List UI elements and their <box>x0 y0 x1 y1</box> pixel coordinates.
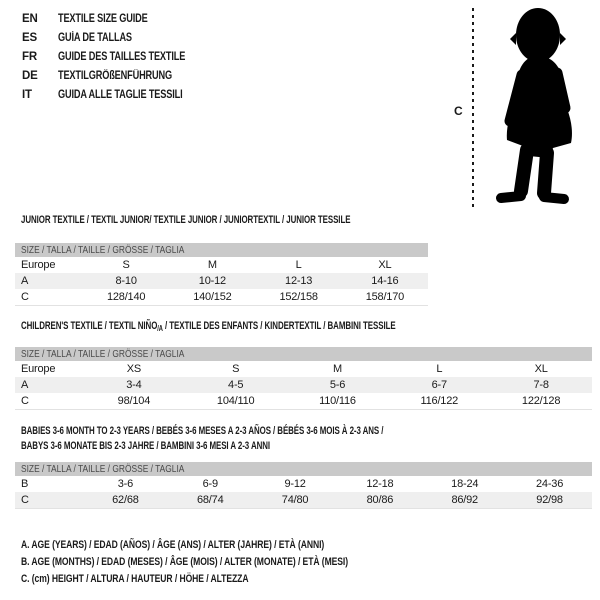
lang-title: GUIDA ALLE TAGLIE TESSILI <box>58 89 183 101</box>
table-cell: XS <box>126 363 142 375</box>
table-row <box>15 377 592 393</box>
baby-silhouette-image <box>478 5 600 207</box>
row-label: C <box>21 494 29 506</box>
table-cell: 8-10 <box>115 275 137 287</box>
row-label: B <box>21 478 29 490</box>
height-measure-label: C <box>454 104 463 118</box>
table-cell: 5-6 <box>329 379 346 391</box>
table-cell: 86/92 <box>451 494 478 506</box>
table-cell: S <box>122 259 130 271</box>
row-label: A <box>21 275 29 287</box>
table-row <box>15 257 428 273</box>
lang-code: ES <box>22 32 37 44</box>
children-title-sub: /A <box>157 324 163 333</box>
size-header-label: SIZE / TALLA / TAILLE / GRÖSSE / TAGLIA <box>21 244 185 256</box>
table-cell: XL <box>534 363 548 375</box>
table-cell: S <box>232 363 240 375</box>
table-cell: 18-24 <box>451 478 479 490</box>
table-cell: 3-4 <box>126 379 142 391</box>
table-cell: 24-36 <box>536 478 564 490</box>
height-measure-dashed-line <box>472 8 474 208</box>
row-label: C <box>21 395 29 407</box>
lang-title: GUÍA DE TALLAS <box>58 32 132 44</box>
table-cell: 6-7 <box>431 379 447 391</box>
children-section-title <box>21 319 541 336</box>
row-label: Europe <box>21 363 56 375</box>
table-cell: 74/80 <box>281 494 309 506</box>
row-label: A <box>21 379 29 391</box>
size-header-bar <box>15 347 592 361</box>
lang-row-es <box>22 29 217 48</box>
table-cell: 3-6 <box>117 478 134 490</box>
babies-table-body <box>15 476 592 508</box>
footnote-b-text: B. AGE (MONTHS) / EDAD (MESES) / ÂGE (MOIS) / ALTER (MONATE) / ETÀ (MESI) <box>21 556 349 568</box>
table-row <box>15 361 592 377</box>
table-cell: 68/74 <box>196 494 224 506</box>
babies-size-table <box>15 462 592 509</box>
lang-row-de <box>22 67 217 86</box>
table-cell: 92/98 <box>536 494 563 506</box>
junior-section-title-text: JUNIOR TEXTILE / TEXTIL JUNIOR/ TEXTILE JUNIOR / JUNIORTEXTIL / JUNIOR TESSILE <box>21 214 351 226</box>
babies-title-line2: BABYS 3-6 MONATE BIS 2-3 JAHRE / BAMBINI 3-6 MESI A 2-3 ANNI <box>21 440 271 452</box>
junior-section-title <box>21 213 479 228</box>
lang-title: TEXTILE SIZE GUIDE <box>58 13 148 25</box>
size-header-bar <box>15 462 592 476</box>
table-row <box>15 492 592 508</box>
language-legend <box>22 10 217 105</box>
lang-row-en <box>22 10 217 29</box>
babies-section-title <box>21 424 524 454</box>
table-cell: L <box>436 363 443 375</box>
children-title-pre: CHILDREN'S TEXTILE / TEXTIL NIÑO <box>21 320 158 332</box>
table-row <box>15 476 592 492</box>
table-cell: L <box>295 259 302 271</box>
size-header-bar <box>15 243 428 257</box>
lang-code: DE <box>22 70 38 82</box>
table-cell: 12-13 <box>285 275 313 287</box>
table-cell: 122/128 <box>521 395 561 407</box>
table-cell: 7-8 <box>533 379 549 391</box>
table-row <box>15 393 592 409</box>
table-cell: 62/68 <box>112 494 139 506</box>
table-cell: 152/158 <box>279 291 318 303</box>
babies-title-line1: BABIES 3-6 MONTH TO 2-3 YEARS / BEBÉS 3-6 MESES A 2-3 AÑOS / BÉBÉS 3-6 MOIS À 2-3 ANS / <box>21 425 384 437</box>
table-cell: XL <box>378 259 392 271</box>
table-cell: 12-18 <box>366 478 394 490</box>
size-header-label: SIZE / TALLA / TAILLE / GRÖSSE / TAGLIA <box>21 463 185 475</box>
table-cell: 158/170 <box>365 291 405 303</box>
table-cell: 110/116 <box>319 395 356 407</box>
table-cell: 14-16 <box>371 275 399 287</box>
table-cell: 4-5 <box>228 379 244 391</box>
children-section-title-text <box>21 319 396 336</box>
children-table-body <box>15 361 592 409</box>
footnote-c-text: C. (cm) HEIGHT / ALTURA / HAUTEUR / HÖHE / ALTEZZA <box>21 573 249 585</box>
lang-code: IT <box>22 89 32 101</box>
children-title-post: / TEXTILE DES ENFANTS / KINDERTEXTIL / BAMBINI TESSILE <box>162 320 396 332</box>
table-cell: 104/110 <box>216 395 255 407</box>
table-cell: 98/104 <box>117 395 151 407</box>
row-label: Europe <box>21 259 56 271</box>
footnote-a-text: A. AGE (YEARS) / EDAD (AÑOS) / ÂGE (ANS) / ALTER (JAHRE) / ETÀ (ANNI) <box>21 539 325 551</box>
lang-code: FR <box>22 51 37 63</box>
children-size-table <box>15 347 592 410</box>
footnote-legend <box>21 537 440 588</box>
table-cell: 140/152 <box>193 291 232 303</box>
table-cell: M <box>207 259 217 271</box>
table-cell: 128/140 <box>106 291 146 303</box>
table-cell: 9-12 <box>284 478 306 490</box>
lang-row-fr <box>22 48 217 67</box>
table-cell: 10-12 <box>198 275 226 287</box>
footnote-c <box>21 571 440 588</box>
table-cell: M <box>333 363 342 375</box>
row-label: C <box>21 291 29 303</box>
table-cell: 6-9 <box>202 478 218 490</box>
table-row <box>15 273 428 289</box>
footnote-a <box>21 537 440 554</box>
lang-title: TEXTILGRÖßENFÜHRUNG <box>58 70 172 82</box>
junior-size-table <box>15 243 428 306</box>
junior-table-body <box>15 257 428 305</box>
size-header-label: SIZE / TALLA / TAILLE / GRÖSSE / TAGLIA <box>21 348 185 360</box>
table-cell: 116/122 <box>420 395 459 407</box>
table-row <box>15 289 428 305</box>
table-cell: 80/86 <box>366 494 394 506</box>
footnote-b <box>21 554 440 571</box>
lang-title: GUIDE DES TAILLES TEXTILE <box>58 51 186 63</box>
lang-code: EN <box>22 13 38 25</box>
lang-row-it <box>22 86 217 105</box>
